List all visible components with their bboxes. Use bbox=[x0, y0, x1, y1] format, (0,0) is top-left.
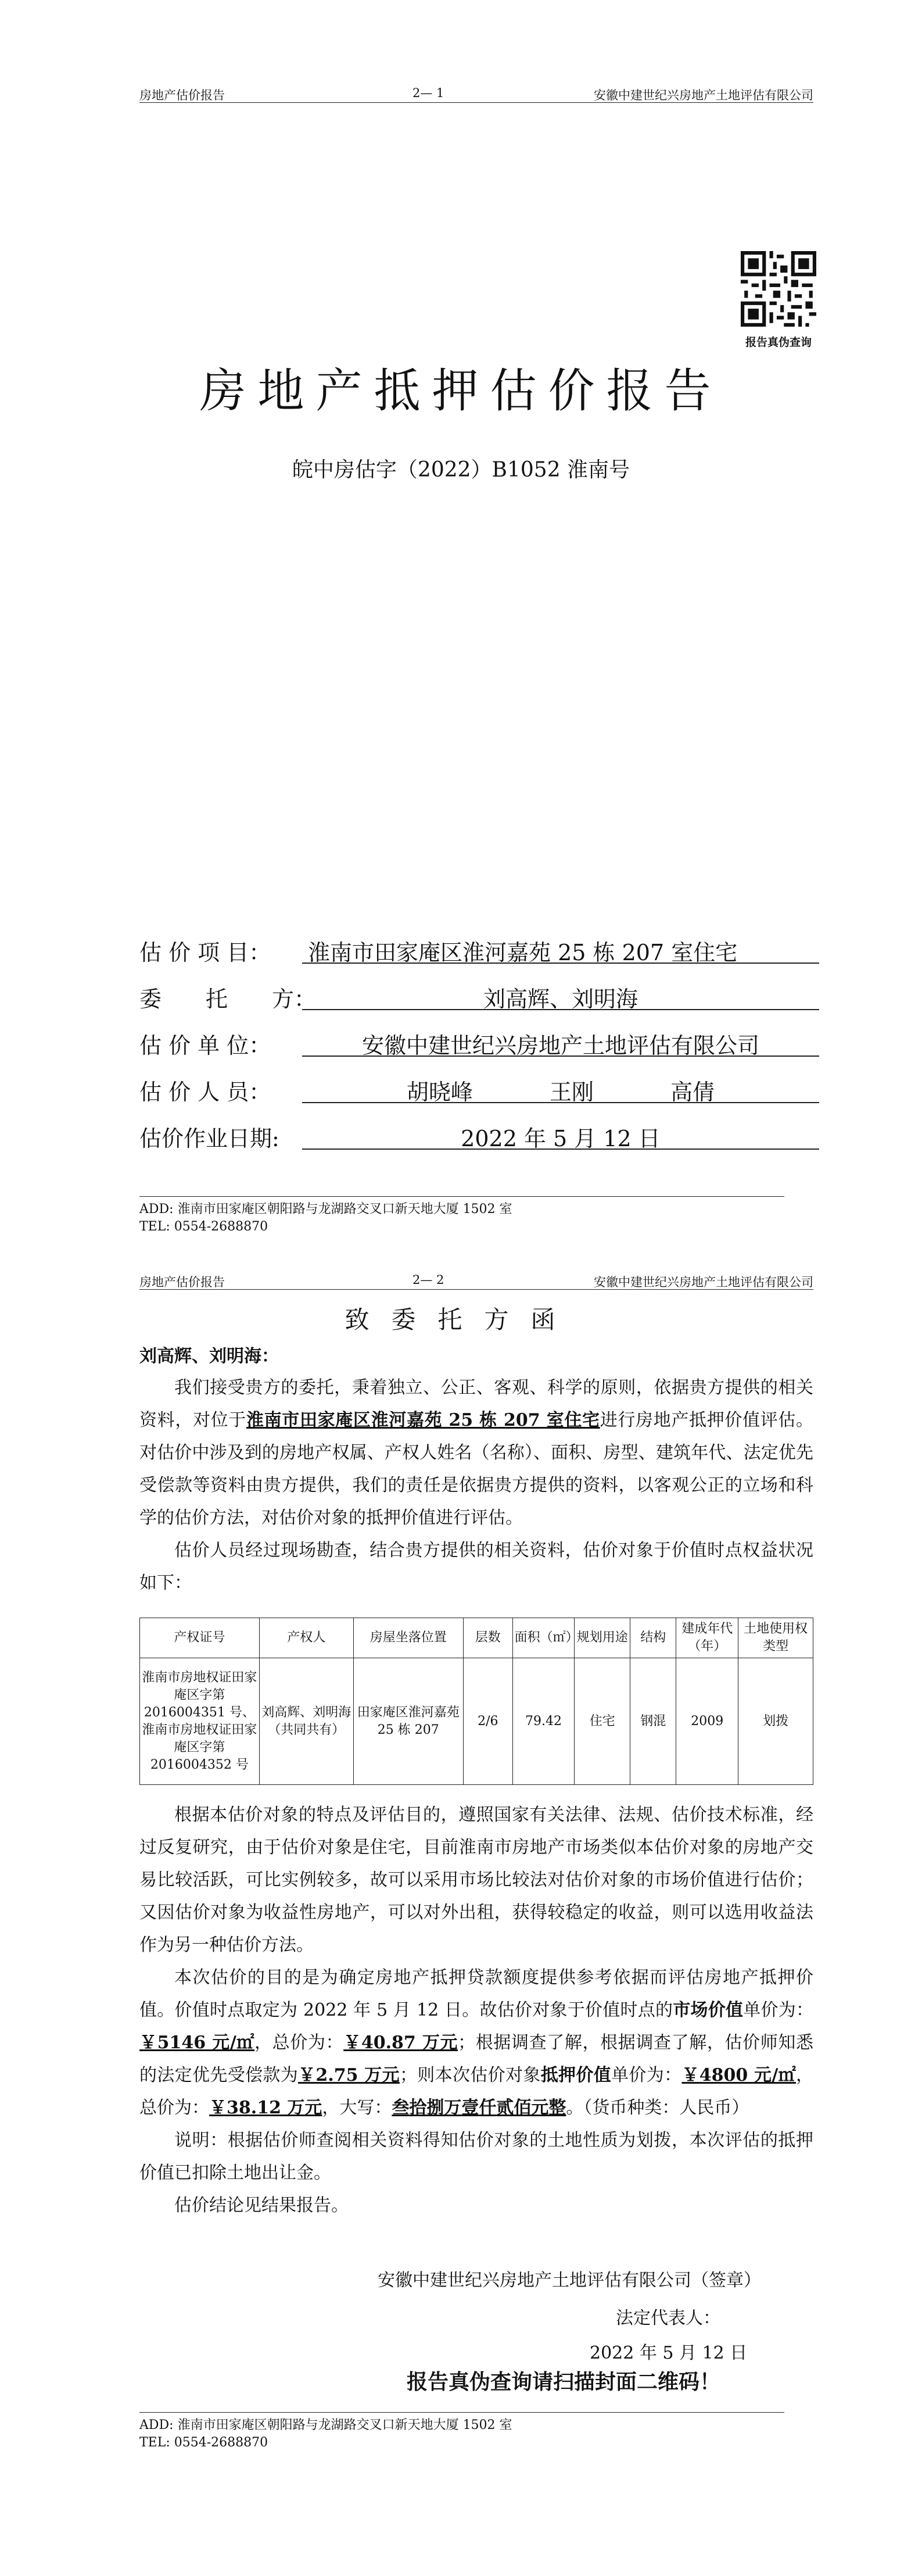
col-use: 规划用途 bbox=[575, 1618, 630, 1658]
cover-page bbox=[0, 0, 922, 1273]
cell-cert: 淮南市房地权证田家庵区字第 2016004351 号、淮南市房地权证田家庵区字第 2016004352 号 bbox=[140, 1658, 260, 1785]
cell-area: 79.42 bbox=[512, 1658, 575, 1785]
client-label: 委 托 方： bbox=[139, 986, 317, 1012]
col-owner: 产权人 bbox=[259, 1618, 353, 1658]
qr-code-icon bbox=[741, 251, 816, 327]
col-structure: 结构 bbox=[630, 1618, 676, 1658]
signature-date: 2022 年 5 月 12 日 bbox=[590, 2343, 748, 2363]
header-company: 安徽中建世纪兴房地产土地评估有限公司 bbox=[594, 1275, 813, 1289]
paragraph-conclusion: 估价结论见结果报告。 bbox=[174, 2195, 349, 2216]
report-number: 皖中房估字（2022）B1052 淮南号 bbox=[292, 458, 630, 482]
footer-phone: TEL: 0554-2688870 bbox=[139, 1219, 268, 1234]
header-company: 安徽中建世纪兴房地产土地评估有限公司 bbox=[594, 88, 813, 102]
property-table bbox=[139, 1618, 813, 1785]
col-area: 面积（㎡） bbox=[512, 1618, 575, 1658]
col-year: 建成年代（年） bbox=[676, 1618, 738, 1658]
mortgage-total-price: ￥38.12 万元 bbox=[209, 2098, 322, 2118]
staff-value bbox=[302, 1074, 819, 1103]
salutation: 刘高辉、刘明海： bbox=[139, 1346, 279, 1366]
date-label: 估价作业日期: bbox=[139, 1126, 279, 1151]
letter-page bbox=[0, 1273, 922, 2576]
market-unit-price: ￥5146 元/㎡ bbox=[139, 2033, 255, 2053]
letter-body-top bbox=[139, 1372, 813, 1600]
footer-phone: TEL: 0554-2688870 bbox=[139, 2435, 268, 2450]
table-header-row bbox=[140, 1618, 813, 1658]
mortgage-total-words: 叁拾捌万壹仟贰佰元整 bbox=[392, 2098, 566, 2118]
header-page-number: 2— 1 bbox=[412, 86, 444, 100]
property-address: 淮南市田家庵区淮河嘉苑 25 栋 207 室住宅 bbox=[246, 1410, 600, 1430]
paragraph-status: 估价人员经过现场勘查，结合贵方提供的相关资料，估价对象于价值时点权益状况如下： bbox=[139, 1540, 813, 1593]
staff-name: 高倩 bbox=[670, 1079, 715, 1105]
page-header bbox=[139, 1273, 813, 1290]
page-header bbox=[139, 86, 813, 103]
signature-representative: 法定代表人： bbox=[616, 2308, 720, 2328]
market-total-price: ￥40.87 万元 bbox=[343, 2033, 458, 2053]
footer-address: ADD: 淮南市田家庵区朝阳路与龙湖路交叉口新天地大厦 1502 室 bbox=[139, 1202, 512, 1217]
footer-address: ADD: 淮南市田家庵区朝阳路与龙湖路交叉口新天地大厦 1502 室 bbox=[139, 2418, 512, 2432]
cell-location: 田家庵区淮河嘉苑 25 栋 207 bbox=[353, 1658, 463, 1785]
footer-divider bbox=[139, 2412, 784, 2413]
mortgage-value-label: 抵押价值 bbox=[540, 2065, 612, 2085]
col-land-type: 土地使用权类型 bbox=[738, 1618, 813, 1658]
staff-name: 胡晓峰 bbox=[406, 1079, 473, 1105]
signature-company: 安徽中建世纪兴房地产土地评估有限公司（签章） bbox=[378, 2270, 761, 2291]
staff-label: 估 价 人 员： bbox=[139, 1079, 271, 1105]
cell-land-type: 划拨 bbox=[738, 1658, 813, 1785]
table-row bbox=[140, 1658, 813, 1785]
letter-title: 致委托方函 bbox=[345, 1305, 577, 1334]
col-floors: 层数 bbox=[463, 1618, 512, 1658]
project-value: 淮南市田家庵区淮河嘉苑 25 栋 207 室住宅 bbox=[302, 935, 819, 964]
client-value: 刘高辉、刘明海 bbox=[302, 981, 819, 1010]
paragraph-intro: 我们接受贵方的委托，秉着独立、公正、客观、科学的原则，依据贵方提供的相关资料，对位于淮南市田家庵区淮河嘉苑 25 栋 207 室住宅进行房地产抵押价值评估。对估价中涉及到的房地产权属、产权人姓名（名称）、面积、房型、建筑年代、法定优先受偿款等资料由贵方提供，我们的责任是依据贵方提供的资料，以客观公正的立场和科学的估价方法，对估价对象的抵押价值进行评估。 bbox=[139, 1378, 814, 1528]
header-left: 房地产估价报告 bbox=[139, 1275, 225, 1289]
cell-year: 2009 bbox=[676, 1658, 738, 1785]
verify-notice: 报告真伪查询请扫描封面二维码！ bbox=[407, 2370, 721, 2394]
report-title: 房地产抵押估价报告 bbox=[199, 364, 723, 418]
header-left: 房地产估价报告 bbox=[139, 88, 225, 102]
unit-label: 估 价 单 位： bbox=[139, 1033, 271, 1058]
letter-body-bottom bbox=[139, 1799, 813, 2222]
staff-name: 王刚 bbox=[549, 1079, 594, 1105]
date-value: 2022 年 5 月 12 日 bbox=[302, 1121, 819, 1150]
project-label: 估 价 项 目： bbox=[139, 940, 271, 965]
priority-claim: ￥2.75 万元 bbox=[298, 2065, 400, 2085]
qr-caption: 报告真伪查询 bbox=[745, 336, 812, 349]
market-value-label: 市场价值 bbox=[673, 2000, 744, 2020]
mortgage-unit-price: ￥4800 元/㎡ bbox=[681, 2065, 797, 2085]
paragraph-valuation: 本次估价的目的是为确定房地产抵押贷款额度提供参考依据而评估房地产抵押价值。价值时点取定为 2022 年 5 月 12 日。故估价对象于价值时点的市场价值单价为：￥5146 元/㎡，总价为：￥40.87 万元；根据调查了解，根据调查了解，估价师知悉的法定优先受偿款为￥2.75 万元；则本次估价对象抵押价值单价为：￥4800 元/㎡，总价为：￥38.12 万元，大写：叁拾捌万壹仟贰佰元整。（货币种类：人民币） bbox=[139, 1967, 814, 2118]
cell-owner: 刘高辉、刘明海（共同共有） bbox=[259, 1658, 353, 1785]
cell-use: 住宅 bbox=[575, 1658, 630, 1785]
col-location: 房屋坐落位置 bbox=[353, 1618, 463, 1658]
col-cert: 产权证号 bbox=[140, 1618, 260, 1658]
page-footer bbox=[139, 2417, 512, 2452]
cell-floors: 2/6 bbox=[463, 1658, 512, 1785]
unit-value: 安徽中建世纪兴房地产土地评估有限公司 bbox=[302, 1028, 819, 1057]
page-footer bbox=[139, 1201, 512, 1236]
paragraph-note: 说明：根据估价师查阅相关资料得知估价对象的土地性质为划拨，本次评估的抵押价值已扣除土地出让金。 bbox=[139, 2130, 813, 2183]
cell-structure: 钢混 bbox=[630, 1658, 676, 1785]
paragraph-method: 根据本估价对象的特点及评估目的，遵照国家有关法律、法规、估价技术标准，经过反复研究，由于估价对象是住宅，目前淮南市房地产市场类似本估价对象的房地产交易比较活跃，可比实例较多，故可以采用市场比较法对估价对象的市场价值进行估价；又因估价对象为收益性房地产，可以对外出租，获得较稳定的收益，则可以选用收益法作为另一种估价方法。 bbox=[139, 1805, 813, 1955]
footer-divider bbox=[139, 1196, 784, 1197]
header-page-number: 2— 2 bbox=[412, 1273, 444, 1287]
